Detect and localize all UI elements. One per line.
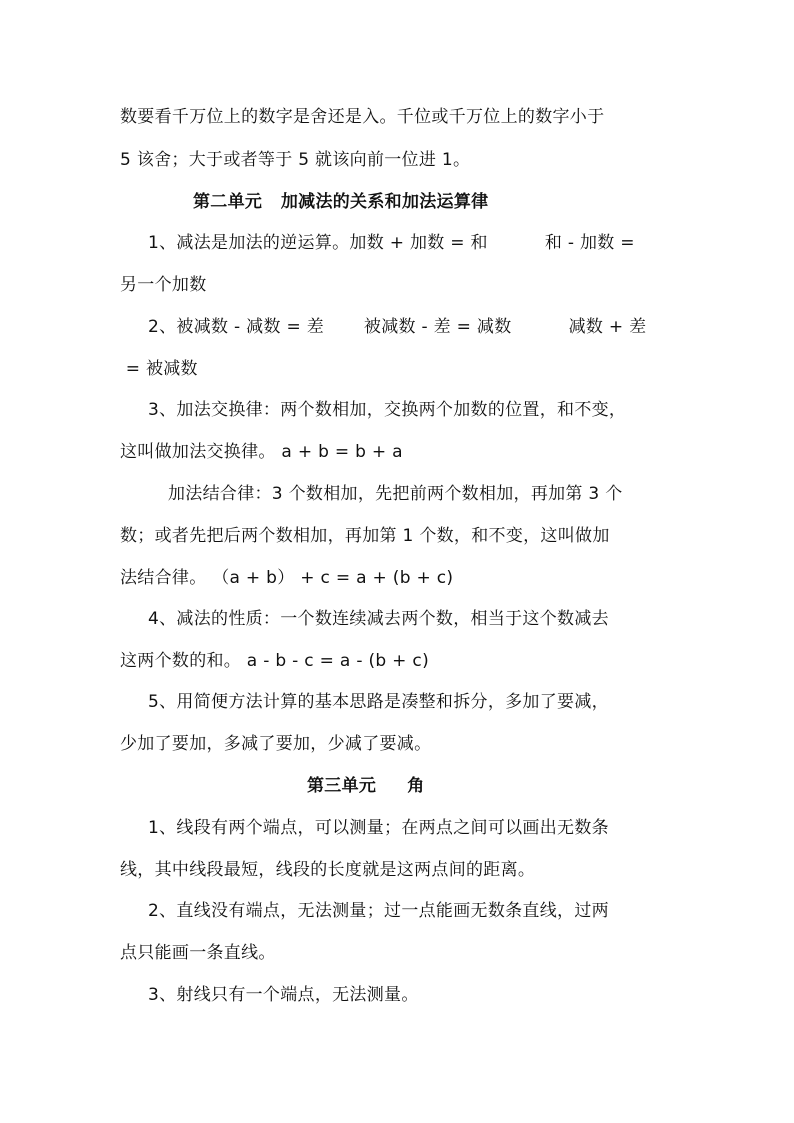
unit2-item5-line2: 少加了要加，多减了要加，少减了要减。 [120, 734, 432, 754]
unit2-assoc-line1: 加法结合律：3 个数相加，先把前两个数相加，再加第 3 个 [168, 484, 623, 504]
unit2-assoc-line3: 法结合律。 （a + b） + c = a + (b + c) [120, 568, 454, 588]
unit3-heading: 第三单元 角 [307, 776, 425, 796]
intro-line-1: 数要看千万位上的数字是舍还是入。千位或千万位上的数字小于 [120, 107, 605, 127]
unit2-item3-line1: 3、加法交换律：两个数相加，交换两个加数的位置，和不变， [148, 400, 627, 420]
unit2-item2-line1: 2、被减数 - 减数 = 差 被减数 - 差 = 减数 减数 + 差 [148, 317, 647, 337]
unit3-item2-line2: 点只能画一条直线。 [120, 943, 276, 963]
unit2-item1-line2: 另一个加数 [120, 275, 207, 295]
unit2-assoc-line2: 数；或者先把后两个数相加，再加第 1 个数，和不变，这叫做加 [120, 526, 610, 546]
unit2-heading: 第二单元 加减法的关系和加法运算律 [193, 192, 489, 212]
unit3-item1-line2: 线，其中线段最短，线段的长度就是这两点间的距离。 [120, 860, 536, 880]
unit2-item5-line1: 5、用简便方法计算的基本思路是凑整和拆分，多加了要减， [148, 692, 609, 712]
unit3-item2-line1: 2、直线没有端点，无法测量；过一点能画无数条直线，过两 [148, 901, 609, 921]
unit2-item1-line1: 1、减法是加法的逆运算。加数 + 加数 = 和 和 - 加数 = [148, 233, 635, 253]
unit3-item3-line1: 3、射线只有一个端点，无法测量。 [148, 985, 419, 1005]
unit2-item4-line2: 这两个数的和。 a - b - c = a - (b + c) [120, 651, 430, 671]
unit2-item2-line2: = 被减数 [120, 359, 198, 379]
unit2-item3-line2: 这叫做加法交换律。 a + b = b + a [120, 442, 403, 462]
unit3-item1-line1: 1、线段有两个端点，可以测量；在两点之间可以画出无数条 [148, 818, 609, 838]
unit2-item4-line1: 4、减法的性质：一个数连续减去两个数，相当于这个数减去 [148, 609, 609, 629]
intro-line-2: 5 该舍；大于或者等于 5 就该向前一位进 1。 [120, 150, 471, 170]
